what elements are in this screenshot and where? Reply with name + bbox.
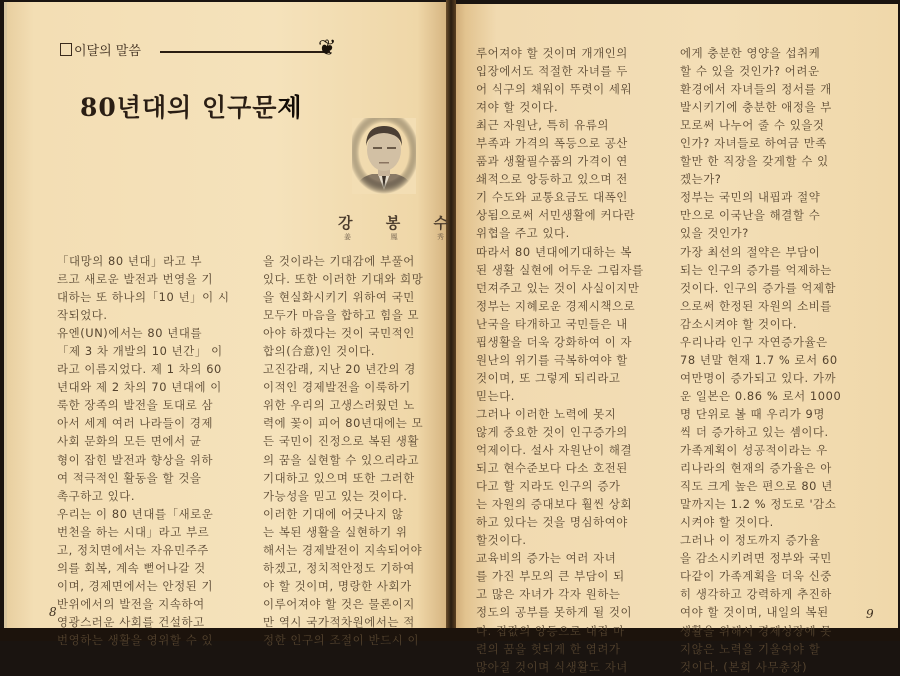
section-tag-label: 이달의 말씀 xyxy=(74,44,141,59)
text-line: 는 자원의 증대보다 훨씬 상회 xyxy=(476,497,633,512)
text-line: 품과 생활필수품의 가격이 연 xyxy=(476,154,628,169)
text-line: 「대망의 80 년대」라고 부 xyxy=(57,254,203,268)
text-line: 르고 새로운 발전과 번영을 기 xyxy=(57,272,214,287)
text-line: 되고 현수준보다 다소 호전된 xyxy=(476,461,628,476)
text-line: 직도 크게 높은 편으로 80 년 xyxy=(680,479,833,494)
text-line: 다고 할 지라도 인구의 증가 xyxy=(476,479,621,494)
text-line: 하고 있다는 것을 명심하여야 xyxy=(476,515,628,530)
text-line: 이며, 경제면에서는 안정된 기 xyxy=(57,578,214,593)
text-line: 운 일본은 0.86 % 로서 1000 xyxy=(680,388,842,403)
text-line: 씩 더 증가하고 있는 셈이다. xyxy=(680,424,829,439)
text-column-1 xyxy=(57,252,247,649)
text-line: 다. 집값의 앙등으로 내집 마 xyxy=(476,623,625,638)
text-line: 가장 최선의 절약은 부담이 xyxy=(680,244,821,259)
text-line: 억제이다. 설사 자원난이 해결 xyxy=(476,443,633,458)
text-line: 사회 문화의 모든 면에서 균 xyxy=(57,434,202,449)
text-line: 의를 회복, 계속 뻗어나갈 것 xyxy=(57,560,206,575)
text-line: 모두가 마음을 합하고 힘을 모 xyxy=(263,308,420,323)
text-line: 여만명이 증가되고 있다. 가까 xyxy=(680,370,837,385)
text-line: 생활을 위해서 경제성장에 못 xyxy=(680,623,832,638)
text-line: 되는 인구의 증가를 억제하는 xyxy=(680,262,832,277)
text-line: 다같이 가족계획을 더욱 신중 xyxy=(680,569,832,584)
text-line: 핍생활을 더욱 강화하여 이 자 xyxy=(476,334,633,349)
text-line: 든 국민이 진정으로 복된 생활 xyxy=(263,434,420,449)
text-line: 입장에서도 적절한 자녀를 두 xyxy=(476,64,628,79)
text-line: 정부는 국민의 내핍과 절약 xyxy=(680,190,821,205)
text-line: 이루어져야 할 것은 물론이지 xyxy=(263,596,415,611)
text-line: 가능성을 믿고 있는 것이다. xyxy=(263,488,408,503)
text-line: 그러나 이러한 노력에 못지 xyxy=(476,406,617,421)
flourish-icon: ❦ xyxy=(318,36,337,61)
text-line: 말까지는 1.2 % 정도로 '감소 xyxy=(680,497,837,512)
checkbox-square-icon xyxy=(60,43,72,56)
text-line: 여야 할 것이며, 내일의 복된 xyxy=(680,605,829,620)
text-line: 고진감래, 지난 20 년간의 경 xyxy=(263,362,416,377)
text-line: 인가? 자녀들로 하여금 만족 xyxy=(680,136,827,151)
text-line: 련의 꿈을 헛되게 한 염려가 xyxy=(476,641,621,656)
text-line: 많아질 것이며 식생활도 자녀 xyxy=(476,659,628,674)
text-line: 명 단위로 볼 때 우리가 9명 xyxy=(680,406,825,421)
text-column-4 xyxy=(680,44,875,676)
text-line: 의 꿈을 실현할 수 있으리라고 xyxy=(263,452,420,467)
text-line: 루어져야 할 것이며 개개인의 xyxy=(476,46,628,60)
text-line: 고, 정치면에서는 자유민주주 xyxy=(57,542,209,557)
section-tag xyxy=(60,40,141,59)
author-name-char: 강 xyxy=(338,214,353,232)
text-line: 유엔(UN)에서는 80 년대를 xyxy=(57,326,203,341)
text-line: 쇄적으로 앙등하고 있으며 전 xyxy=(476,172,628,187)
author-name xyxy=(338,212,448,233)
text-line: 교육비의 증가는 여러 자녀 xyxy=(476,551,617,566)
page-number-right: 9 xyxy=(866,607,874,621)
text-line: 난국을 타개하고 국민들은 내 xyxy=(476,316,628,331)
text-line: 정도의 공부를 못하게 될 것이 xyxy=(476,605,633,620)
author-name-char: 봉 xyxy=(385,214,401,232)
text-line: 아서 세계 여러 나라들이 경제 xyxy=(57,416,214,431)
title-last-char: 제 xyxy=(277,93,303,122)
text-line: 78 년말 현재 1.7 % 로서 60 xyxy=(680,352,838,367)
text-line: 「제 3 차 개발의 10 년간」 이 xyxy=(57,344,223,359)
text-line: 이러한 기대에 어긋나지 않 xyxy=(263,506,404,521)
author-hanja-char: 秀 xyxy=(437,233,444,241)
text-line: 력에 꽃이 피어 80년대에는 모 xyxy=(263,416,424,431)
text-line: 번영하는 생활을 영위할 수 있 xyxy=(57,632,214,647)
text-column-3 xyxy=(476,44,671,676)
text-line: 기 수도와 교통요금도 대폭인 xyxy=(476,190,628,205)
text-line: 고 많은 자녀가 각자 원하는 xyxy=(476,587,621,602)
text-line: 할만 한 직장을 갖게할 수 있 xyxy=(680,154,829,169)
text-line: 을 것이라는 기대감에 부풀어 xyxy=(263,254,415,268)
text-line: 어 식구의 채워이 뚜렷이 세워 xyxy=(476,82,633,97)
text-line: 환경에서 자녀들의 정서를 개 xyxy=(680,82,832,97)
text-line: 지않은 노력을 기울여야 할 xyxy=(680,641,821,656)
text-line: 것이다. 인구의 증가를 억제함 xyxy=(680,280,837,295)
text-line: 않게 중요한 것이 인구증가의 xyxy=(476,424,628,439)
text-line: 가족계획이 성공적이라는 우 xyxy=(680,443,828,458)
text-line: 작되었다. xyxy=(57,308,108,323)
text-line: 촉구하고 있다. xyxy=(57,488,136,503)
text-line: 모로써 나누어 줄 수 있을것 xyxy=(680,118,825,133)
text-line: 을 감소시키려면 정부와 국민 xyxy=(680,551,832,566)
text-line: 야 할 것이며, 명랑한 사회가 xyxy=(263,578,412,593)
text-line: 그러나 이 정도까지 증가율 xyxy=(680,533,821,548)
text-line: 할 수 있을 것인가? 어려운 xyxy=(680,64,820,79)
author-name-hanja xyxy=(344,232,444,242)
text-line: 아야 하겠다는 것이 국민적인 xyxy=(263,326,415,341)
text-line: 최근 자원난, 특히 유류의 xyxy=(476,118,609,133)
text-line: 따라서 80 년대에기대하는 복 xyxy=(476,244,632,259)
page-number-left: 8 xyxy=(49,605,57,619)
text-line: 이적인 경제발전을 이룩하기 xyxy=(263,380,411,395)
text-line: 라고 이름지었다. 제 1 차의 60 xyxy=(57,362,222,377)
text-line: 만 역시 국가적차원에서는 적 xyxy=(263,614,415,629)
article-title xyxy=(80,88,303,124)
title-text: 80년대의 인구문 xyxy=(80,93,278,122)
text-line: 상됨으로써 서민생활에 커다란 xyxy=(476,208,636,223)
text-line: 기대하고 있으며 또한 그러한 xyxy=(263,470,415,485)
text-line: 정한 인구의 조절이 반드시 이 xyxy=(263,632,420,647)
text-line: 반위에서의 발전을 지속하여 xyxy=(57,596,205,611)
text-line: 하겠고, 정치적안정도 기하여 xyxy=(263,560,415,575)
text-line: 으로써 한정된 자원의 소비를 xyxy=(680,298,832,313)
text-line: 부족과 가격의 폭등으로 공산 xyxy=(476,136,628,151)
text-line: 시켜야 할 것이다. xyxy=(680,515,774,530)
text-line: 는 복된 생활을 실현하기 위 xyxy=(263,524,408,539)
text-line: 합의(合意)인 것이다. xyxy=(263,344,376,359)
text-line: 발시키기에 충분한 애정을 부 xyxy=(680,100,832,115)
text-line: 히 생각하고 강력하게 추진하 xyxy=(680,587,832,602)
text-line: 우리는 이 80 년대를「새로운 xyxy=(57,506,214,521)
text-line: 에게 충분한 영양을 섭취케 xyxy=(680,46,821,60)
author-hanja-char: 鳳 xyxy=(390,233,398,241)
text-line: 해서는 경제발전이 지속되어야 xyxy=(263,542,423,557)
author-portrait xyxy=(352,118,416,194)
text-line: 년대와 제 2 차의 70 년대에 이 xyxy=(57,380,222,395)
text-line: 우리나라 인구 자연증가율은 xyxy=(680,334,828,349)
text-line: 것이다. (본회 사무총장) xyxy=(680,659,808,674)
text-line: 할것이다. xyxy=(476,533,527,548)
text-line: 여 적극적인 활동을 할 것을 xyxy=(57,470,202,485)
text-line: 원난의 위기를 극복하여야 할 xyxy=(476,352,628,367)
text-line: 대하는 또 하나의「10 년」이 시 xyxy=(57,290,230,305)
text-line: 던져주고 있는 것이 사실이지만 xyxy=(476,280,640,295)
text-line: 번천을 하는 시대」라고 부르 xyxy=(57,524,210,539)
text-line: 져야 할 것이다. xyxy=(476,100,559,115)
text-line: 감소시켜야 할 것이다. xyxy=(680,316,798,331)
text-line: 형이 잡힌 발전과 향상을 위하 xyxy=(57,452,214,467)
text-line: 리나라의 현재의 증가율은 아 xyxy=(680,461,832,476)
author-name-char: 수 xyxy=(433,214,448,232)
text-line: 있을 것인가? xyxy=(680,226,749,241)
text-line: 만으로 이국난을 해결할 수 xyxy=(680,208,821,223)
text-line: 를 가진 부모의 큰 부담이 되 xyxy=(476,569,625,584)
text-line: 을 현실화시키기 위하여 국민 xyxy=(263,290,415,305)
text-line: 겠는가? xyxy=(680,172,722,187)
text-line: 믿는다. xyxy=(476,388,516,403)
text-line: 영광스러운 사회를 건설하고 xyxy=(57,614,205,629)
text-line: 룩한 장족의 발전을 토대로 삼 xyxy=(57,398,214,413)
text-line: 된 생활 실현에 어두운 그림자를 xyxy=(476,262,644,277)
text-line: 정부는 지혜로운 경제시책으로 xyxy=(476,298,636,313)
text-line: 것이며, 또 그렇게 되리라고 xyxy=(476,370,621,385)
text-column-2 xyxy=(263,252,453,649)
text-line: 있다. 또한 이러한 기대와 희망 xyxy=(263,272,424,287)
author-hanja-char: 姜 xyxy=(344,233,351,241)
text-line: 위협을 주고 있다. xyxy=(476,226,570,241)
text-line: 위한 우리의 고생스러웠던 노 xyxy=(263,398,415,413)
section-rule xyxy=(160,51,330,53)
